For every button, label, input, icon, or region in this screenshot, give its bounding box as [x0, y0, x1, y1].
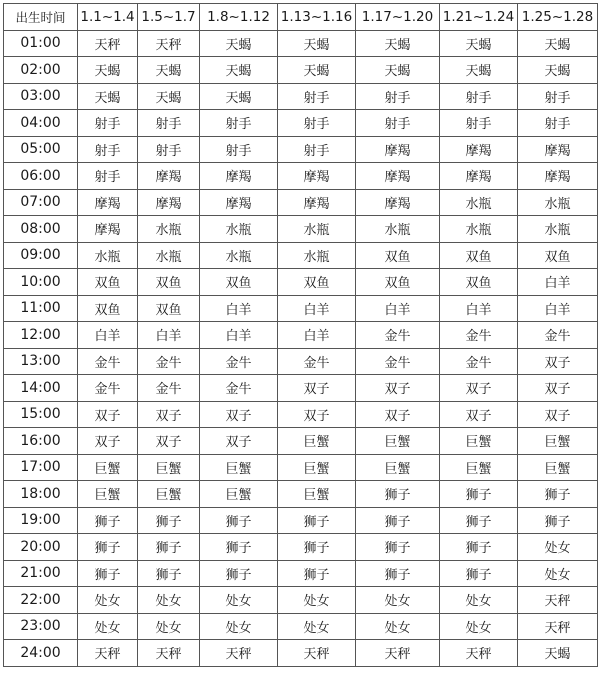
zodiac-cell: 射手: [518, 110, 598, 137]
table-row: [4, 30, 598, 57]
zodiac-cell: 巨蟹: [440, 454, 518, 481]
zodiac-cell: 双鱼: [356, 269, 440, 296]
header-date-range: 1.1~1.4: [78, 4, 138, 31]
zodiac-cell: 摩羯: [200, 163, 278, 190]
zodiac-cell: 狮子: [440, 481, 518, 508]
zodiac-cell: 白羊: [356, 295, 440, 322]
zodiac-cell: 射手: [518, 83, 598, 110]
zodiac-cell: 水瓶: [78, 242, 138, 269]
zodiac-cell: 处女: [78, 587, 138, 614]
header-row: [4, 4, 598, 31]
zodiac-cell: 处女: [440, 587, 518, 614]
zodiac-cell: 天秤: [200, 640, 278, 667]
zodiac-cell: 处女: [440, 613, 518, 640]
zodiac-cell: 金牛: [78, 375, 138, 402]
zodiac-cell: 双鱼: [138, 269, 200, 296]
zodiac-cell: 双子: [200, 401, 278, 428]
zodiac-cell: 狮子: [440, 507, 518, 534]
zodiac-cell: 狮子: [138, 560, 200, 587]
zodiac-cell: 金牛: [440, 348, 518, 375]
zodiac-cell: 巨蟹: [278, 428, 356, 455]
time-cell: 08:00: [4, 216, 78, 243]
zodiac-cell: 天秤: [138, 30, 200, 57]
zodiac-table-container: [3, 3, 598, 667]
table-header: [4, 4, 598, 31]
time-cell: 06:00: [4, 163, 78, 190]
zodiac-cell: 射手: [356, 83, 440, 110]
zodiac-cell: 金牛: [356, 322, 440, 349]
zodiac-cell: 双鱼: [138, 295, 200, 322]
zodiac-cell: 水瓶: [440, 189, 518, 216]
zodiac-cell: 金牛: [138, 375, 200, 402]
zodiac-cell: 摩羯: [200, 189, 278, 216]
zodiac-cell: 白羊: [278, 295, 356, 322]
zodiac-cell: 狮子: [356, 507, 440, 534]
zodiac-cell: 天蝎: [518, 57, 598, 84]
zodiac-cell: 天蝎: [78, 57, 138, 84]
table-row: [4, 375, 598, 402]
zodiac-cell: 狮子: [356, 481, 440, 508]
time-cell: 15:00: [4, 401, 78, 428]
zodiac-cell: 处女: [200, 587, 278, 614]
zodiac-cell: 处女: [518, 560, 598, 587]
zodiac-cell: 天蝎: [518, 640, 598, 667]
zodiac-cell: 天蝎: [440, 57, 518, 84]
zodiac-cell: 射手: [138, 136, 200, 163]
zodiac-cell: 双子: [440, 375, 518, 402]
zodiac-cell: 巨蟹: [356, 428, 440, 455]
zodiac-cell: 处女: [518, 534, 598, 561]
zodiac-cell: 射手: [278, 110, 356, 137]
zodiac-cell: 双子: [518, 348, 598, 375]
table-body: [4, 30, 598, 666]
zodiac-cell: 天蝎: [200, 83, 278, 110]
zodiac-cell: 狮子: [138, 534, 200, 561]
zodiac-cell: 摩羯: [138, 189, 200, 216]
table-row: [4, 481, 598, 508]
zodiac-cell: 双鱼: [356, 242, 440, 269]
zodiac-cell: 白羊: [278, 322, 356, 349]
zodiac-cell: 双子: [78, 428, 138, 455]
zodiac-cell: 巨蟹: [200, 454, 278, 481]
zodiac-cell: 射手: [356, 110, 440, 137]
zodiac-cell: 水瓶: [200, 242, 278, 269]
zodiac-cell: 水瓶: [518, 216, 598, 243]
zodiac-cell: 摩羯: [278, 189, 356, 216]
zodiac-cell: 射手: [200, 136, 278, 163]
zodiac-cell: 狮子: [278, 560, 356, 587]
zodiac-cell: 白羊: [78, 322, 138, 349]
zodiac-cell: 天蝎: [278, 57, 356, 84]
zodiac-cell: 金牛: [200, 375, 278, 402]
zodiac-cell: 天秤: [440, 640, 518, 667]
zodiac-cell: 双子: [138, 401, 200, 428]
time-cell: 11:00: [4, 295, 78, 322]
time-cell: 09:00: [4, 242, 78, 269]
zodiac-cell: 天秤: [278, 640, 356, 667]
zodiac-cell: 摩羯: [518, 163, 598, 190]
zodiac-cell: 天蝎: [200, 30, 278, 57]
zodiac-cell: 天蝎: [356, 30, 440, 57]
zodiac-cell: 处女: [78, 613, 138, 640]
zodiac-cell: 摩羯: [440, 163, 518, 190]
time-cell: 24:00: [4, 640, 78, 667]
zodiac-cell: 天秤: [518, 613, 598, 640]
table-row: [4, 534, 598, 561]
zodiac-cell: 天蝎: [200, 57, 278, 84]
zodiac-cell: 狮子: [78, 534, 138, 561]
zodiac-cell: 处女: [278, 613, 356, 640]
header-date-range: 1.5~1.7: [138, 4, 200, 31]
zodiac-cell: 射手: [278, 83, 356, 110]
zodiac-birth-time-table: [3, 3, 598, 667]
table-row: [4, 401, 598, 428]
zodiac-cell: 白羊: [200, 295, 278, 322]
zodiac-cell: 摩羯: [356, 189, 440, 216]
zodiac-cell: 金牛: [200, 348, 278, 375]
zodiac-cell: 天蝎: [138, 83, 200, 110]
zodiac-cell: 金牛: [278, 348, 356, 375]
zodiac-cell: 狮子: [78, 507, 138, 534]
time-cell: 13:00: [4, 348, 78, 375]
zodiac-cell: 双鱼: [518, 242, 598, 269]
zodiac-cell: 天蝎: [278, 30, 356, 57]
zodiac-cell: 摩羯: [78, 189, 138, 216]
zodiac-cell: 摩羯: [78, 216, 138, 243]
zodiac-cell: 射手: [78, 163, 138, 190]
zodiac-cell: 金牛: [138, 348, 200, 375]
zodiac-cell: 双鱼: [200, 269, 278, 296]
zodiac-cell: 射手: [278, 136, 356, 163]
zodiac-cell: 狮子: [440, 534, 518, 561]
zodiac-cell: 狮子: [200, 560, 278, 587]
time-cell: 05:00: [4, 136, 78, 163]
zodiac-cell: 双子: [440, 401, 518, 428]
table-row: [4, 295, 598, 322]
zodiac-cell: 天蝎: [440, 30, 518, 57]
table-row: [4, 454, 598, 481]
zodiac-cell: 射手: [440, 110, 518, 137]
time-cell: 19:00: [4, 507, 78, 534]
zodiac-cell: 天蝎: [356, 57, 440, 84]
zodiac-cell: 处女: [356, 587, 440, 614]
zodiac-cell: 金牛: [440, 322, 518, 349]
time-cell: 02:00: [4, 57, 78, 84]
time-cell: 10:00: [4, 269, 78, 296]
zodiac-cell: 双子: [200, 428, 278, 455]
zodiac-cell: 狮子: [440, 560, 518, 587]
table-row: [4, 348, 598, 375]
header-date-range: 1.25~1.28: [518, 4, 598, 31]
table-row: [4, 587, 598, 614]
zodiac-cell: 水瓶: [138, 216, 200, 243]
zodiac-cell: 狮子: [518, 507, 598, 534]
table-row: [4, 163, 598, 190]
table-row: [4, 322, 598, 349]
table-row: [4, 613, 598, 640]
zodiac-cell: 巨蟹: [78, 454, 138, 481]
time-cell: 17:00: [4, 454, 78, 481]
table-row: [4, 242, 598, 269]
zodiac-cell: 双子: [278, 401, 356, 428]
zodiac-cell: 水瓶: [440, 216, 518, 243]
table-row: [4, 269, 598, 296]
time-cell: 01:00: [4, 30, 78, 57]
zodiac-cell: 双子: [138, 428, 200, 455]
zodiac-cell: 摩羯: [356, 163, 440, 190]
zodiac-cell: 双鱼: [278, 269, 356, 296]
table-row: [4, 640, 598, 667]
zodiac-cell: 巨蟹: [518, 454, 598, 481]
zodiac-cell: 双子: [518, 401, 598, 428]
zodiac-cell: 天秤: [78, 640, 138, 667]
table-row: [4, 189, 598, 216]
zodiac-cell: 双子: [78, 401, 138, 428]
time-cell: 23:00: [4, 613, 78, 640]
header-date-range: 1.13~1.16: [278, 4, 356, 31]
zodiac-cell: 巨蟹: [278, 481, 356, 508]
zodiac-cell: 水瓶: [518, 189, 598, 216]
zodiac-cell: 处女: [138, 613, 200, 640]
zodiac-cell: 狮子: [138, 507, 200, 534]
time-cell: 12:00: [4, 322, 78, 349]
zodiac-cell: 巨蟹: [138, 454, 200, 481]
zodiac-cell: 双子: [518, 375, 598, 402]
time-cell: 14:00: [4, 375, 78, 402]
zodiac-cell: 巨蟹: [200, 481, 278, 508]
zodiac-cell: 狮子: [518, 481, 598, 508]
zodiac-cell: 金牛: [518, 322, 598, 349]
zodiac-cell: 巨蟹: [440, 428, 518, 455]
zodiac-cell: 射手: [138, 110, 200, 137]
header-date-range: 1.8~1.12: [200, 4, 278, 31]
zodiac-cell: 摩羯: [518, 136, 598, 163]
time-cell: 16:00: [4, 428, 78, 455]
zodiac-cell: 巨蟹: [278, 454, 356, 481]
zodiac-cell: 白羊: [200, 322, 278, 349]
zodiac-cell: 处女: [278, 587, 356, 614]
zodiac-cell: 水瓶: [278, 242, 356, 269]
table-row: [4, 216, 598, 243]
zodiac-cell: 狮子: [356, 560, 440, 587]
zodiac-cell: 水瓶: [200, 216, 278, 243]
time-cell: 21:00: [4, 560, 78, 587]
zodiac-cell: 水瓶: [138, 242, 200, 269]
zodiac-cell: 金牛: [78, 348, 138, 375]
zodiac-cell: 天秤: [356, 640, 440, 667]
zodiac-cell: 射手: [78, 136, 138, 163]
zodiac-cell: 巨蟹: [518, 428, 598, 455]
table-row: [4, 110, 598, 137]
zodiac-cell: 处女: [200, 613, 278, 640]
time-cell: 07:00: [4, 189, 78, 216]
table-row: [4, 136, 598, 163]
zodiac-cell: 狮子: [200, 534, 278, 561]
zodiac-cell: 天秤: [518, 587, 598, 614]
zodiac-cell: 白羊: [518, 295, 598, 322]
zodiac-cell: 狮子: [78, 560, 138, 587]
time-cell: 18:00: [4, 481, 78, 508]
zodiac-cell: 摩羯: [356, 136, 440, 163]
zodiac-cell: 摩羯: [138, 163, 200, 190]
time-cell: 03:00: [4, 83, 78, 110]
zodiac-cell: 射手: [200, 110, 278, 137]
time-cell: 20:00: [4, 534, 78, 561]
zodiac-cell: 双子: [356, 401, 440, 428]
zodiac-cell: 水瓶: [356, 216, 440, 243]
table-row: [4, 428, 598, 455]
table-row: [4, 83, 598, 110]
header-birth-time: 出生时间: [4, 4, 78, 31]
zodiac-cell: 巨蟹: [138, 481, 200, 508]
zodiac-cell: 白羊: [518, 269, 598, 296]
zodiac-cell: 狮子: [356, 534, 440, 561]
table-row: [4, 560, 598, 587]
zodiac-cell: 白羊: [138, 322, 200, 349]
zodiac-cell: 双鱼: [78, 295, 138, 322]
zodiac-cell: 白羊: [440, 295, 518, 322]
table-row: [4, 507, 598, 534]
zodiac-cell: 处女: [356, 613, 440, 640]
zodiac-cell: 射手: [440, 83, 518, 110]
zodiac-cell: 双鱼: [440, 269, 518, 296]
header-date-range: 1.21~1.24: [440, 4, 518, 31]
zodiac-cell: 巨蟹: [356, 454, 440, 481]
zodiac-cell: 天蝎: [138, 57, 200, 84]
zodiac-cell: 金牛: [356, 348, 440, 375]
header-date-range: 1.17~1.20: [356, 4, 440, 31]
zodiac-cell: 摩羯: [278, 163, 356, 190]
zodiac-cell: 狮子: [200, 507, 278, 534]
zodiac-cell: 天蝎: [518, 30, 598, 57]
zodiac-cell: 处女: [138, 587, 200, 614]
zodiac-cell: 天秤: [78, 30, 138, 57]
time-cell: 04:00: [4, 110, 78, 137]
zodiac-cell: 摩羯: [440, 136, 518, 163]
zodiac-cell: 天蝎: [78, 83, 138, 110]
zodiac-cell: 双鱼: [78, 269, 138, 296]
zodiac-cell: 水瓶: [278, 216, 356, 243]
zodiac-cell: 双子: [356, 375, 440, 402]
zodiac-cell: 巨蟹: [78, 481, 138, 508]
zodiac-cell: 天秤: [138, 640, 200, 667]
zodiac-cell: 狮子: [278, 534, 356, 561]
time-cell: 22:00: [4, 587, 78, 614]
zodiac-cell: 狮子: [278, 507, 356, 534]
table-row: [4, 57, 598, 84]
zodiac-cell: 射手: [78, 110, 138, 137]
zodiac-cell: 双鱼: [440, 242, 518, 269]
zodiac-cell: 双子: [278, 375, 356, 402]
